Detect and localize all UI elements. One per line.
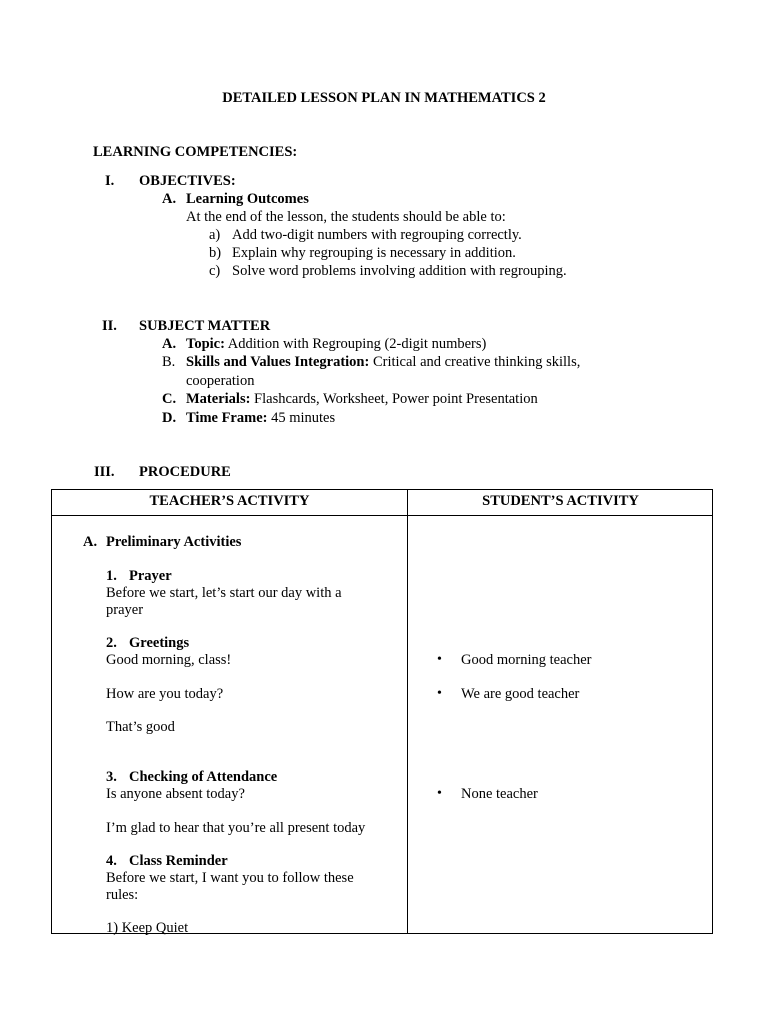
document-title: DETAILED LESSON PLAN IN MATHEMATICS 2 [222, 90, 546, 106]
topic-letter: A. [162, 336, 177, 352]
section-2-heading: SUBJECT MATTER [139, 318, 271, 334]
objective-marker-c: c) [209, 263, 221, 279]
prayer-line-1: Before we start, let’s start our day with a [106, 585, 342, 601]
student-activity-header: STUDENT’S ACTIVITY [482, 493, 639, 509]
reminder-label: Class Reminder [129, 853, 228, 869]
procedure-table [51, 489, 713, 934]
materials-value: Flashcards, Worksheet, Power point Presentation [254, 391, 538, 407]
skills-value-continued: cooperation [186, 373, 255, 389]
time-frame-label: Time Frame: [186, 410, 268, 426]
student-response-3: • None teacher [461, 785, 538, 803]
header-divider [52, 515, 712, 516]
greeting-line-3: That’s good [106, 719, 175, 735]
topic-value: Addition with Regrouping (2-digit numbers) [227, 336, 487, 352]
column-divider [407, 490, 408, 933]
attendance-number: 3. [106, 769, 117, 785]
objective-marker-a: a) [209, 227, 221, 243]
reminder-line-2: rules: [106, 887, 139, 903]
preliminary-activities-label: Preliminary Activities [106, 534, 242, 550]
attendance-line-1: Is anyone absent today? [106, 786, 245, 802]
topic-label: Topic: [186, 336, 225, 352]
greeting-line-1: Good morning, class! [106, 652, 232, 668]
objective-b: Explain why regrouping is necessary in addition. [232, 245, 516, 261]
objectives-intro: At the end of the lesson, the students should be able to: [186, 209, 506, 225]
reminder-number: 4. [106, 853, 117, 869]
section-3-heading: PROCEDURE [139, 464, 231, 480]
time-frame-line [186, 409, 335, 427]
skills-letter: B. [162, 354, 176, 370]
rule-1: 1) Keep Quiet [106, 920, 189, 936]
student-response-1: • Good morning teacher [461, 651, 591, 669]
reminder-line-1: Before we start, I want you to follow these [106, 870, 354, 886]
topic-line [186, 335, 486, 353]
materials-line [186, 390, 538, 408]
attendance-label: Checking of Attendance [129, 769, 278, 785]
student-response-2: • We are good teacher [461, 685, 579, 703]
time-frame-letter: D. [162, 410, 177, 426]
greetings-number: 2. [106, 635, 117, 651]
prayer-number: 1. [106, 568, 117, 584]
preliminary-letter: A. [83, 534, 98, 550]
learning-outcomes-label: Learning Outcomes [186, 191, 309, 207]
greetings-label: Greetings [129, 635, 190, 651]
prayer-line-2: prayer [106, 602, 144, 618]
materials-letter: C. [162, 391, 177, 407]
prayer-label: Prayer [129, 568, 172, 584]
time-frame-value: 45 minutes [271, 410, 336, 426]
section-2-numeral: II. [102, 318, 117, 334]
objective-marker-b: b) [209, 245, 222, 261]
competencies-heading: LEARNING COMPETENCIES: [93, 144, 298, 160]
greeting-line-2: How are you today? [106, 686, 224, 702]
materials-label: Materials: [186, 391, 251, 407]
section-1-numeral: I. [105, 173, 115, 189]
teacher-activity-header: TEACHER’S ACTIVITY [149, 493, 310, 509]
objective-c: Solve word problems involving addition with regrouping. [232, 263, 567, 279]
skills-label: Skills and Values Integration: [186, 354, 370, 370]
skills-value: Critical and creative thinking skills, [372, 354, 581, 370]
section-3-numeral: III. [94, 464, 115, 480]
section-1-heading: OBJECTIVES: [139, 173, 236, 189]
attendance-line-2: I’m glad to hear that you’re all present today [106, 820, 366, 836]
learning-outcomes-letter: A. [162, 191, 177, 207]
skills-line [186, 353, 580, 371]
objective-a: Add two-digit numbers with regrouping correctly. [232, 227, 522, 243]
